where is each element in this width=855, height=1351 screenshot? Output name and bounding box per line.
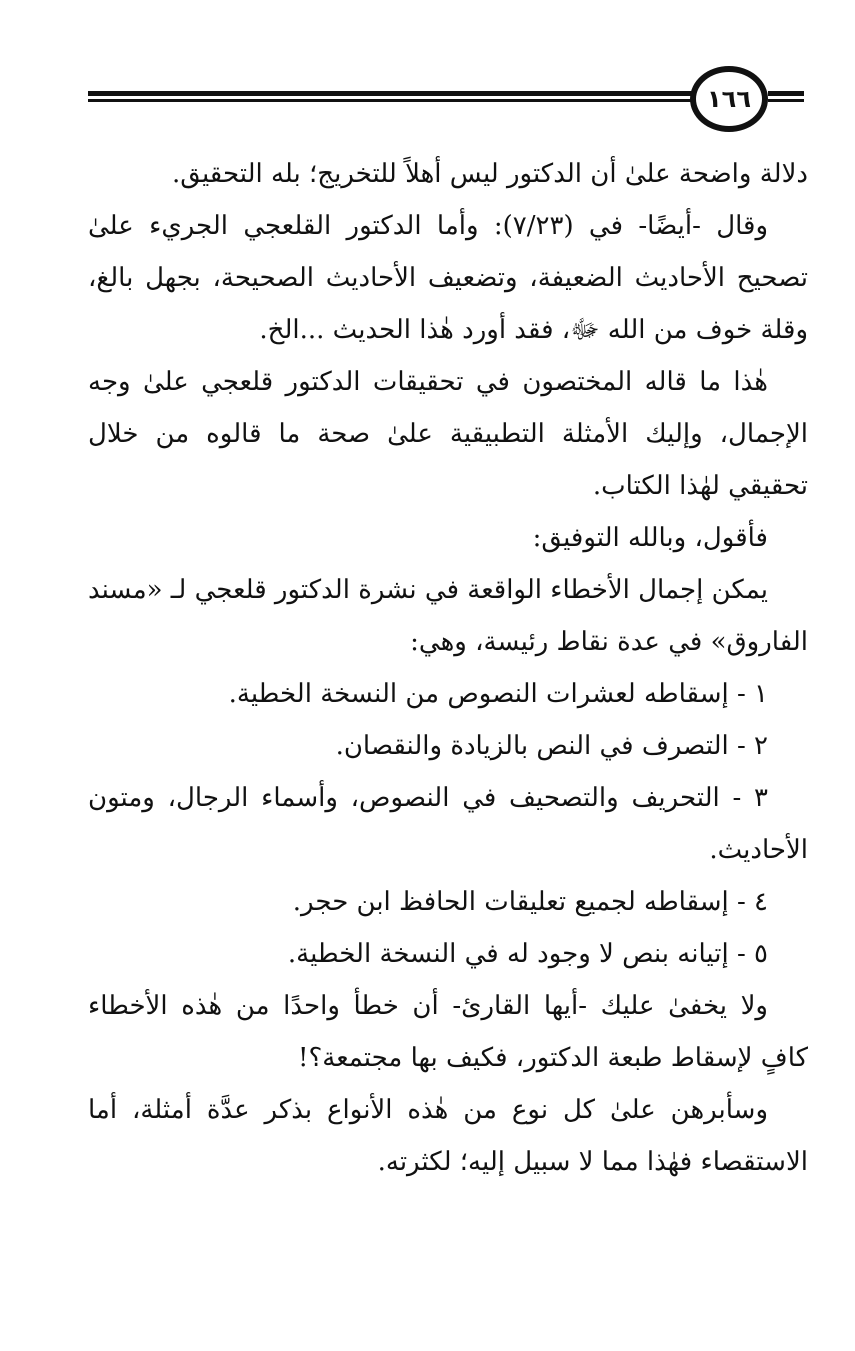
list-item: ٤ - إسقاطه لجميع تعليقات الحافظ ابن حجر. [292, 887, 768, 917]
header-rule-thick-end [768, 91, 804, 96]
paragraph: هٰذا ما قاله المختصون في تحقيقات الدكتور قلعجي علىٰ وجه الإجمال، وإليك الأمثلة التطبيقية علىٰ صحة ما قالوه من خلال تحقيقي لهٰذا الكتاب. [88, 367, 808, 501]
header-rule-thin-end [768, 99, 804, 102]
list-item: ١ - إسقاطه لعشرات النصوص من النسخة الخطية. [228, 679, 768, 709]
list-item: ٣ - التحريف والتصحيف في النصوص، وأسماء الرجال، ومتون الأحاديث. [88, 783, 808, 865]
paragraph: فأقول، وبالله التوفيق: [532, 523, 768, 553]
list-item: ٥ - إتيانه بنص لا وجود له في النسخة الخطية. [287, 939, 768, 969]
paragraph: ولا يخفىٰ عليك -أيها القارئ- أن خطأ واحدًا من هٰذه الأخطاء كافٍ لإسقاط طبعة الدكتور، فكيف بها مجتمعة؟! [88, 991, 808, 1073]
page-number: ١٦٦ [707, 85, 751, 113]
page-number-badge [690, 66, 768, 132]
header-rule-thick [88, 91, 708, 96]
paragraph: وسأبرهن علىٰ كل نوع من هٰذه الأنواع بذكر عدَّة أمثلة، أما الاستقصاء فهٰذا مما لا سبيل إليه؛ لكثرته. [88, 1095, 808, 1177]
continued-paragraph: دلالة واضحة علىٰ أن الدكتور ليس أهلاً للتخريج؛ بله التحقيق. [172, 159, 808, 189]
page-body [88, 148, 808, 1188]
header-rule-thin [88, 99, 708, 102]
page-header [0, 0, 855, 150]
list-item: ٢ - التصرف في النص بالزيادة والنقصان. [335, 731, 768, 761]
paragraph: وقال -أيضًا- في (٧/٢٣): وأما الدكتور القلعجي الجريء علىٰ تصحيح الأحاديث الضعيفة، وتضعيف الأحاديث الصحيحة، بجهل بالغ، وقلة خوف من الله ﷻ، فقد أورد هٰذا الحديث ...الخ. [88, 211, 808, 345]
paragraph: يمكن إجمال الأخطاء الواقعة في نشرة الدكتور قلعجي لـ «مسند الفاروق» في عدة نقاط رئيسة، وهي: [88, 575, 808, 657]
